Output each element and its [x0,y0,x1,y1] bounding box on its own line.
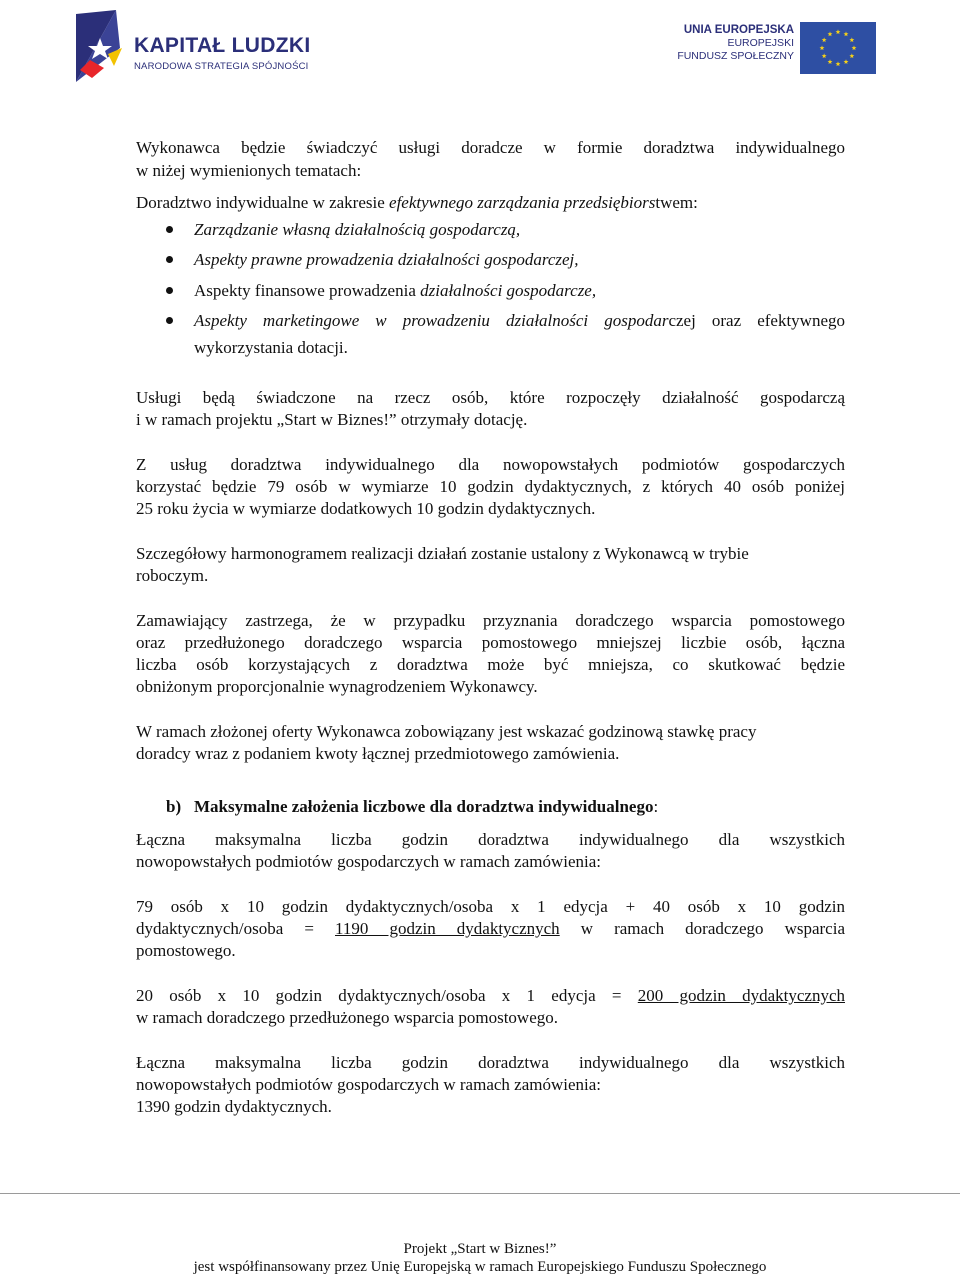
formula-line: w ramach doradczego przedłużonego wsparcia pomostowego. [136,1008,559,1027]
formula-line [136,985,845,1006]
formula-post: w ramach doradczego wsparcia [559,919,845,938]
paragraph-line: korzystać będzie 79 osób w wymiarze 10 godzin dydaktycznych, z których 40 osób poniżej [136,477,845,496]
paragraph-line: roboczym. [136,566,209,585]
paragraph-line: 1390 godzin dydaktycznych. [136,1097,332,1116]
eu-logo [677,20,884,80]
bullet-icon [166,287,173,294]
bullet-item-pre: Aspekty finansowe prowadzenia [194,281,421,300]
section-heading [194,796,658,817]
section-heading-text: Maksymalne założenia liczbowe dla doradztwa indywidualnego [194,797,654,816]
topic-intro-suffix: twem: [655,193,698,212]
section-marker: b) [166,797,182,816]
bullet-item [194,280,596,301]
section-heading-colon: : [653,797,659,816]
formula-pre: 20 osób x 10 godzin dydaktycznych/osoba x 1 edycja = [136,986,638,1005]
paragraph-line: Usługi będą świadczone na rzecz osób, które rozpoczęły działalność gospodarczą [136,388,845,407]
eu-logo-line1: UNIA EUROPEJSKA [683,24,794,36]
footer-project-line: Projekt „Start w Biznes!” [403,1241,557,1257]
paragraph-line: obniżonym proporcjonalnie wynagrodzeniem Wykonawcy. [136,677,538,696]
paragraph-line: 25 roku życia w wymiarze dodatkowych 10 godzin dydaktycznych. [136,499,596,518]
formula-line [136,918,845,939]
topic-intro-line [136,192,698,213]
bullet-icon [166,226,173,233]
footer-divider [0,1193,960,1194]
topic-intro-italic: efektywnego zarządzania przedsiębiors [389,193,656,212]
paragraph-line: Szczegółowy harmonogramem realizacji działań zostanie ustalony z Wykonawcą w trybie [136,544,749,563]
eu-flag-icon [800,22,876,74]
bullet-item: Zarządzanie własną działalnością gospodarczą, [194,220,521,239]
kapital-ludzki-subtitle: NARODOWA STRATEGIA SPÓJNOŚCI [134,61,309,72]
footer-funding-line: jest współfinansowany przez Unię Europejską w ramach Europejskiego Funduszu Społecznego [193,1259,767,1275]
bullet-item [194,310,845,331]
bullet-item: Aspekty prawne prowadzenia działalności gospodarczej, [194,250,579,269]
eu-logo-line3: FUNDUSZ SPOŁECZNY [677,50,794,62]
kapital-ludzki-title: KAPITAŁ LUDZKI [134,34,311,57]
eu-logo-line2: EUROPEJSKI [727,37,794,49]
bullet-item-continuation: wykorzystania dotacji. [194,338,348,357]
paragraph-line: liczba osób korzystających z doradztwa może być mniejsza, co skutkować będzie [136,655,845,674]
page-header [0,0,960,100]
bullet-item-rest: czej oraz efektywnego [668,311,845,330]
bullet-icon [166,317,173,324]
formula-result: 200 godzin dydaktycznych [637,986,845,1005]
paragraph-line: Wykonawca będzie świadczyć usługi doradcze w formie doradztwa indywidualnego [136,138,845,157]
topic-intro-prefix: Doradztwo indywidualne w zakresie [136,193,390,212]
paragraph-line: nowopowstałych podmiotów gospodarczych w ramach zamówienia: [136,1075,602,1094]
formula-line: pomostowego. [136,941,236,960]
paragraph-line: W ramach złożonej oferty Wykonawca zobowiązany jest wskazać godzinową stawkę pracy [136,722,757,741]
formula-pre: dydaktycznych/osoba = [136,919,336,938]
formula-result: 1190 godzin dydaktycznych [335,919,560,938]
kapital-ludzki-emblem-icon [70,8,130,88]
bullet-item-italic: Aspekty marketingowe w prowadzeniu działalności gospodar [194,311,669,330]
formula-line: 79 osób x 10 godzin dydaktycznych/osoba x 1 edycja + 40 osób x 10 godzin [136,897,845,916]
bullet-icon [166,256,173,263]
bullet-item-italic: działalności gospodarcze, [420,281,597,300]
paragraph-line: Łączna maksymalna liczba godzin doradztwa indywidualnego dla wszystkich [136,1053,845,1072]
paragraph-line: doradcy wraz z podaniem kwoty łącznej przedmiotowego zamówienia. [136,744,620,763]
paragraph-line: Z usług doradztwa indywidualnego dla nowopowstałych podmiotów gospodarczych [136,455,845,474]
paragraph-line: i w ramach projektu „Start w Biznes!” otrzymały dotację. [136,410,528,429]
eu-logo-text [677,24,794,63]
kapital-ludzki-logo [70,8,310,88]
paragraph-line: w niżej wymienionych tematach: [136,161,362,180]
paragraph-line: Zamawiający zastrzega, że w przypadku przyznania doradczego wsparcia pomostowego [136,611,845,630]
paragraph-line: Łączna maksymalna liczba godzin doradztwa indywidualnego dla wszystkich [136,830,845,849]
paragraph-line: nowopowstałych podmiotów gospodarczych w ramach zamówienia: [136,852,602,871]
paragraph-line: oraz przedłużonego doradczego wsparcia pomostowego mniejszej liczbie osób, łączna [136,633,845,652]
